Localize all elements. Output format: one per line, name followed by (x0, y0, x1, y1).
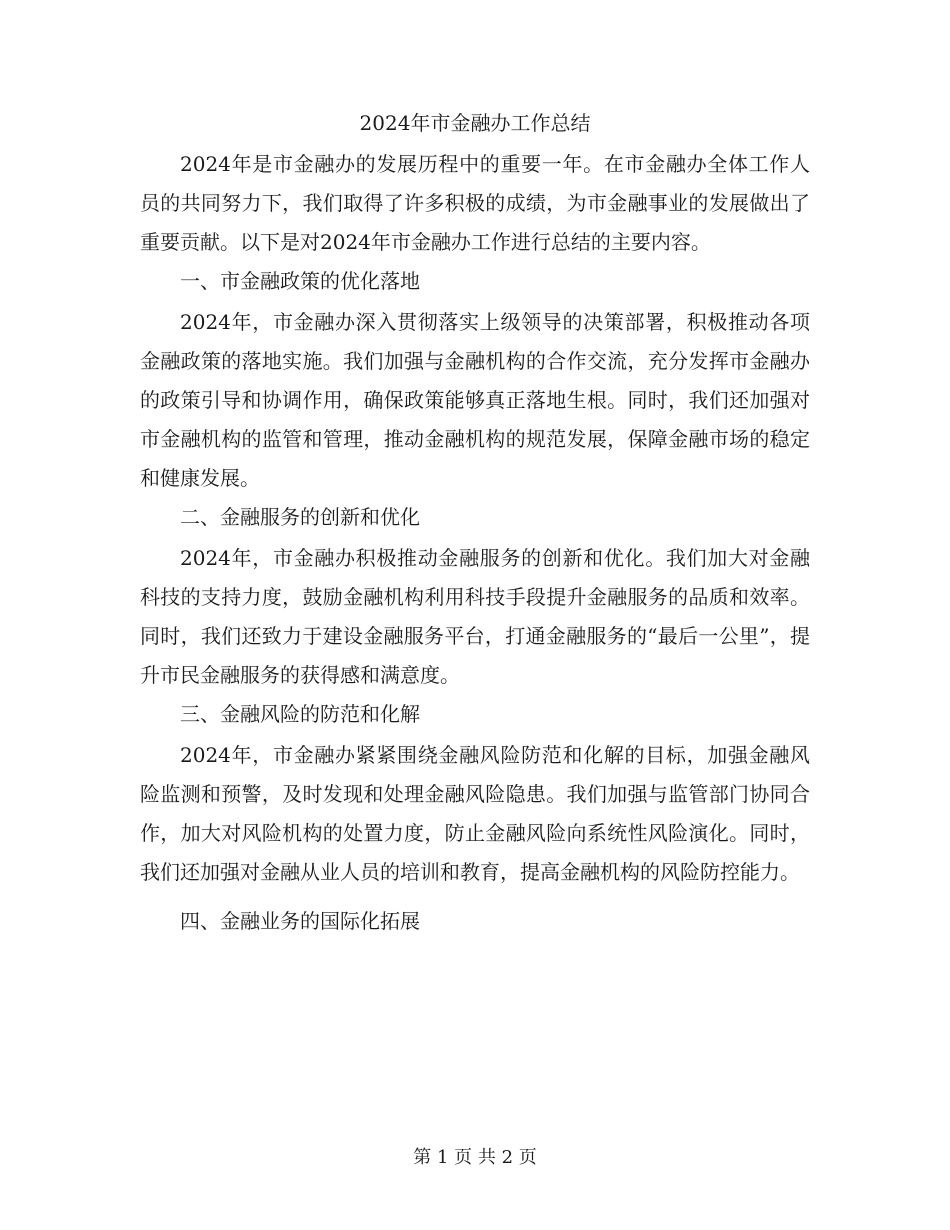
intro-paragraph: 2024年是市金融办的发展历程中的重要一年。在市金融办全体工作人员的共同努力下，我们取得了许多积极的成绩，为市金融事业的发展做出了重要贡献。以下是对2024年市金融办工作进行总结的主要内容。 (140, 152, 810, 254)
section-body-policy: 2024年，市金融办深入贯彻落实上级领导的决策部署，积极推动各项金融政策的落地实施。我们加强与金融机构的合作交流，充分发挥市金融办的政策引导和协调作用，确保政策能够真正落地生根。同时，我们还加强对市金融机构的监管和管理，推动金融机构的规范发展，保障金融市场的稳定和健康发展。 (140, 310, 810, 490)
section-heading-policy: 一、市金融政策的优化落地 (180, 269, 420, 293)
section-heading-services: 二、金融服务的创新和优化 (180, 505, 420, 529)
section-heading-international: 四、金融业务的国际化拓展 (180, 909, 420, 933)
section-body-services: 2024年，市金融办积极推动金融服务的创新和优化。我们加大对金融科技的支持力度，鼓励金融机构利用科技手段提升金融服务的品质和效率。同时，我们还致力于建设金融服务平台，打通金融服务的“最后一公里”，提升市民金融服务的获得感和满意度。 (140, 546, 810, 687)
section-heading-risk: 三、金融风险的防范和化解 (180, 702, 420, 726)
document-title: 2024年市金融办工作总结 (359, 111, 591, 135)
section-body-risk: 2024年，市金融办紧紧围绕金融风险防范和化解的目标，加强金融风险监测和预警，及时发现和处理金融风险隐患。我们加强与监管部门协同合作，加大对风险机构的处置力度，防止金融风险向系统性风险演化。同时，我们还加强对金融从业人员的培训和教育，提高金融机构的风险防控能力。 (140, 743, 810, 884)
document-body (140, 145, 810, 943)
page-number: 第 1 页 共 2 页 (413, 1147, 537, 1168)
